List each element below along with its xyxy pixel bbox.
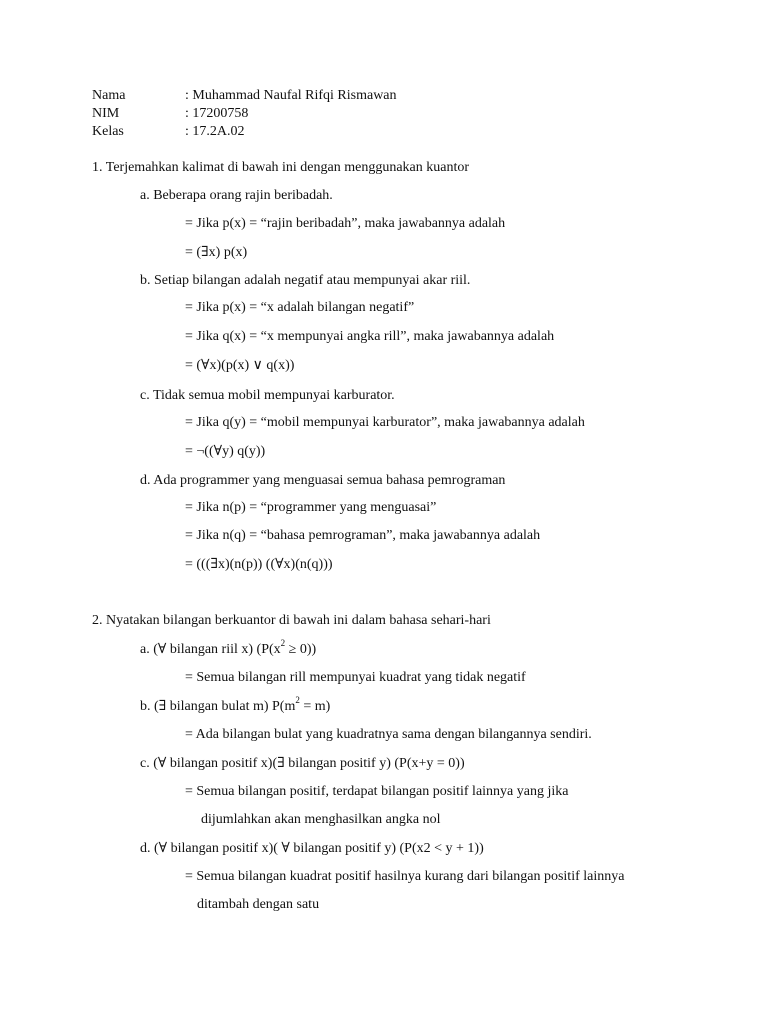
q1c-prompt: c. Tidak semua mobil mempunyai karburator. [140, 388, 395, 403]
q2d-prompt: d. (∀ bilangan positif x)( ∀ bilangan positif y) (P(x2 < y + 1)) [140, 841, 484, 856]
nim-label: NIM [92, 106, 120, 121]
q2b-prompt-pre: b. (∃ bilangan bulat m) P(m [140, 699, 296, 714]
q1c-answer-line: = ¬((∀y) q(y)) [185, 444, 266, 459]
q1a-answer-line: = Jika p(x) = “rajin beribadah”, maka jawabannya adalah [185, 216, 506, 231]
q1d-prompt: d. Ada programmer yang menguasai semua bahasa pemrograman [140, 473, 506, 488]
q2b-prompt [140, 695, 331, 715]
kelas-value: : 17.2A.02 [185, 124, 245, 139]
q1b-prompt: b. Setiap bilangan adalah negatif atau mempunyai akar riil. [140, 273, 471, 288]
q1c-answer-line: = Jika q(y) = “mobil mempunyai karburator”, maka jawabannya adalah [185, 415, 585, 430]
q1b-answer-line: = Jika q(x) = “x mempunyai angka rill”, maka jawabannya adalah [185, 329, 555, 344]
q2c-answer-line: = Semua bilangan positif, terdapat bilangan positif lainnya yang jika [185, 784, 569, 799]
nim-value: : 17200758 [185, 106, 249, 121]
q1b-answer-line: = Jika p(x) = “x adalah bilangan negatif” [185, 300, 415, 315]
nama-label: Nama [92, 88, 126, 103]
q1d-answer-line: = Jika n(p) = “programmer yang menguasai” [185, 500, 437, 515]
q2c-answer-line: dijumlahkan akan menghasilkan angka nol [201, 812, 441, 827]
q2a-prompt-sup: 2 [280, 638, 286, 649]
q2a-answer-line: = Semua bilangan rill mempunyai kuadrat yang tidak negatif [185, 670, 526, 685]
q2b-prompt-post: = m) [299, 699, 331, 714]
nama-value: : Muhammad Naufal Rifqi Rismawan [185, 88, 397, 103]
q2a-prompt [140, 638, 317, 658]
q2d-answer-line: = Semua bilangan kuadrat positif hasilnya kurang dari bilangan positif lainnya [185, 869, 625, 884]
q2a-prompt-pre: a. (∀ bilangan riil x) (P(x [140, 642, 281, 657]
q1b-answer-line: = (∀x)(p(x) ∨ q(x)) [185, 358, 295, 373]
q1a-answer-line: = (∃x) p(x) [185, 245, 248, 260]
q2b-answer-line: = Ada bilangan bulat yang kuadratnya sama dengan bilangannya sendiri. [185, 727, 592, 742]
q2-title: 2. Nyatakan bilangan berkuantor di bawah ini dalam bahasa sehari-hari [92, 613, 491, 628]
q1a-prompt: a. Beberapa orang rajin beribadah. [140, 188, 333, 203]
kelas-label: Kelas [92, 124, 124, 139]
q2c-prompt: c. (∀ bilangan positif x)(∃ bilangan positif y) (P(x+y = 0)) [140, 756, 465, 771]
q1d-answer-line: = (((∃x)(n(p)) ((∀x)(n(q))) [185, 557, 333, 572]
q1-title: 1. Terjemahkan kalimat di bawah ini dengan menggunakan kuantor [92, 160, 470, 175]
q1d-answer-line: = Jika n(q) = “bahasa pemrograman”, maka jawabannya adalah [185, 528, 541, 543]
q2b-prompt-sup: 2 [295, 695, 300, 706]
q2d-answer-line: ditambah dengan satu [197, 897, 320, 912]
q2a-prompt-post: ≥ 0)) [285, 642, 317, 657]
